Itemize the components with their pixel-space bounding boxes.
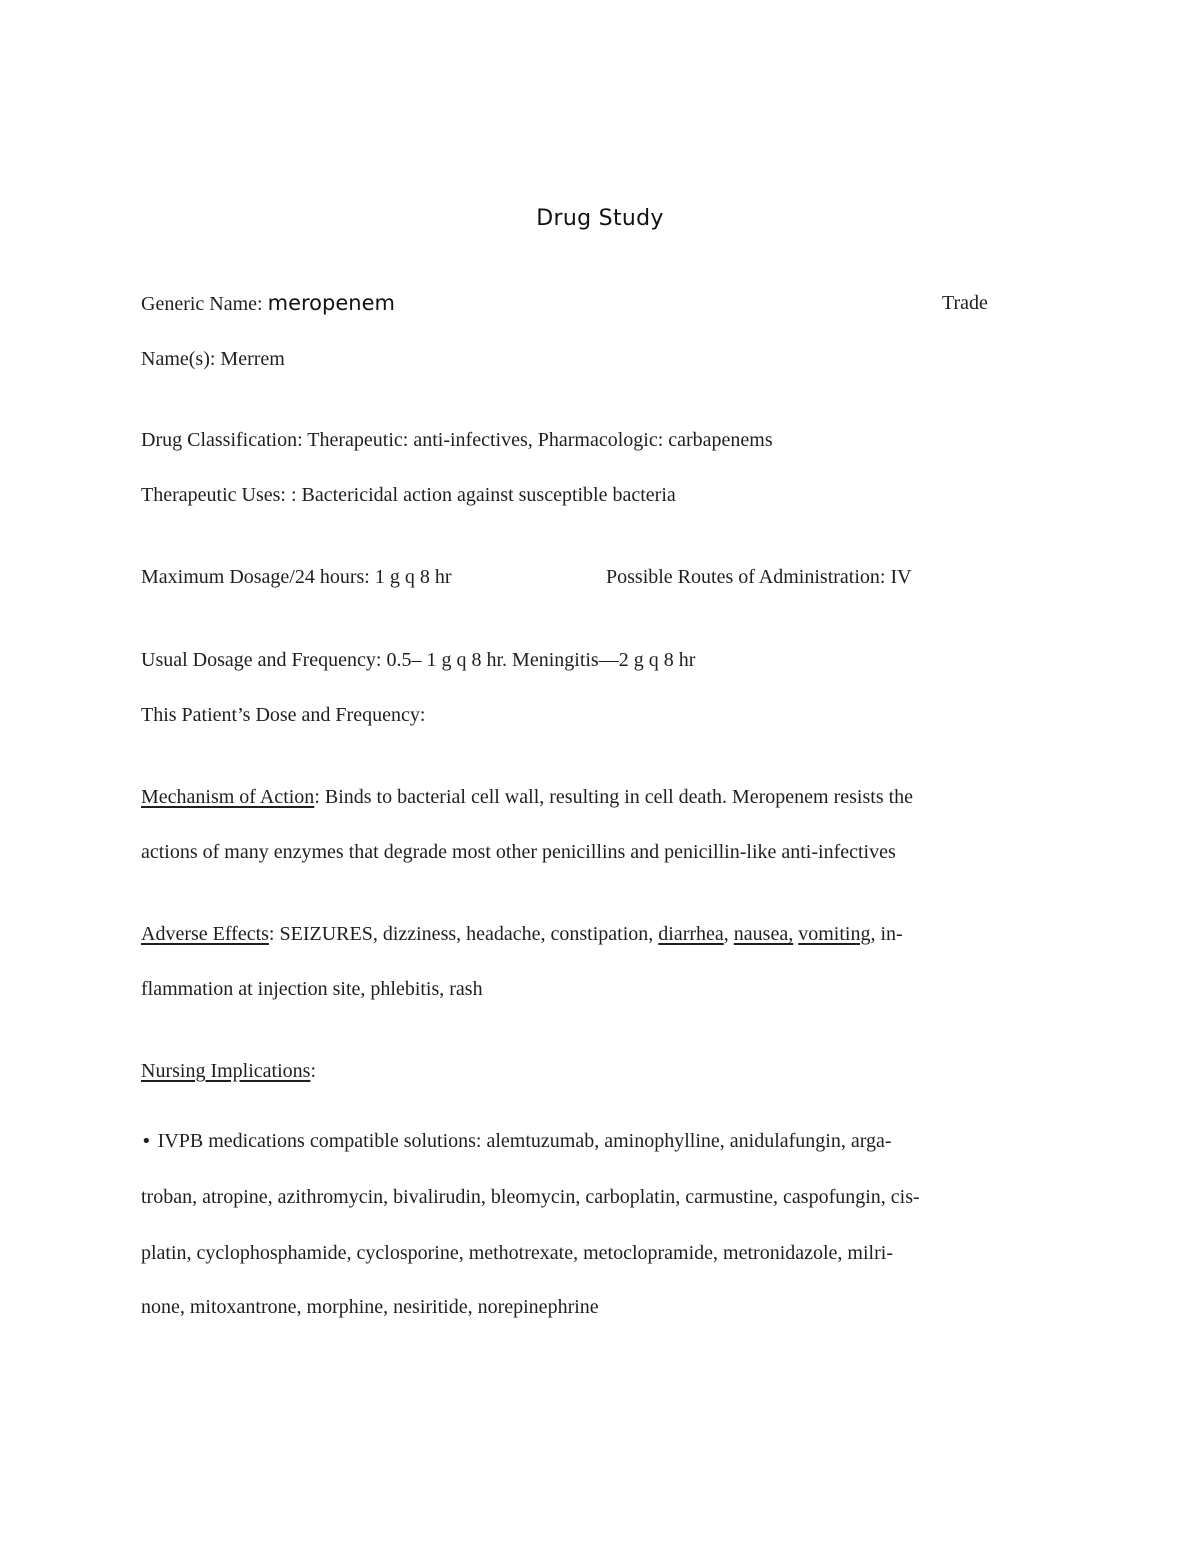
routes-of-administration-line: Possible Routes of Administration: IV <box>606 566 912 588</box>
page-title: Drug Study <box>536 206 664 231</box>
trade-label: Trade <box>942 292 988 314</box>
bullet-icon: • <box>141 1131 152 1152</box>
drug-classification-line: Drug Classification: Therapeutic: anti-infectives, Pharmacologic: carbapenems <box>141 429 773 451</box>
nursing-implications-heading-line <box>141 1058 316 1084</box>
mechanism-text-1: : Binds to bacterial cell wall, resulting in cell death. Meropenem resists the <box>314 786 914 808</box>
mechanism-line-1 <box>141 784 913 810</box>
nursing-text-1: IVPB medications compatible solutions: alemtuzumab, aminophylline, anidulafungin, arga- <box>157 1130 892 1152</box>
nursing-implications-colon: : <box>310 1060 316 1082</box>
nursing-bullet-line-4: none, mitoxantrone, morphine, nesiritide, norepinephrine <box>141 1296 599 1318</box>
adverse-effects-heading: Adverse Effects <box>141 923 269 945</box>
therapeutic-uses-line: Therapeutic Uses: : Bactericidal action against susceptible bacteria <box>141 484 676 506</box>
nursing-implications-heading: Nursing Implications <box>141 1060 311 1082</box>
trade-names-line: Name(s): Merrem <box>141 348 285 370</box>
mechanism-line-2: actions of many enzymes that degrade most other penicillins and penicillin-like anti-infectives <box>141 841 896 863</box>
mechanism-heading: Mechanism of Action <box>141 786 315 808</box>
adverse-diarrhea: diarrhea <box>658 923 724 945</box>
usual-dosage-line: Usual Dosage and Frequency: 0.5– 1 g q 8 hr. Meningitis—2 g q 8 hr <box>141 649 696 671</box>
generic-name-label: Generic Name: <box>141 293 268 315</box>
adverse-effects-text-end: , in- <box>870 923 903 945</box>
adverse-effects-text-1: : SEIZURES, dizziness, headache, constipation, <box>268 923 659 945</box>
nursing-bullet-line-1 <box>141 1128 892 1155</box>
adverse-nausea: nausea, <box>733 923 794 945</box>
maximum-dosage-line: Maximum Dosage/24 hours: 1 g q 8 hr <box>141 566 452 588</box>
nursing-bullet-line-3: platin, cyclophosphamide, cyclosporine, methotrexate, metoclopramide, metronidazole, milri- <box>141 1242 893 1264</box>
adverse-effects-line-1 <box>141 921 903 947</box>
generic-name-value: meropenem <box>267 291 395 315</box>
adverse-vomiting: vomiting <box>798 923 871 945</box>
generic-name-line <box>141 290 395 317</box>
nursing-bullet-line-2: troban, atropine, azithromycin, bivalirudin, bleomycin, carboplatin, carmustine, caspofungin, cis- <box>141 1186 920 1208</box>
adverse-separator-1: , <box>723 923 734 945</box>
patient-dose-line: This Patient’s Dose and Frequency: <box>141 704 426 726</box>
adverse-effects-line-2: flammation at injection site, phlebitis, rash <box>141 978 483 1000</box>
